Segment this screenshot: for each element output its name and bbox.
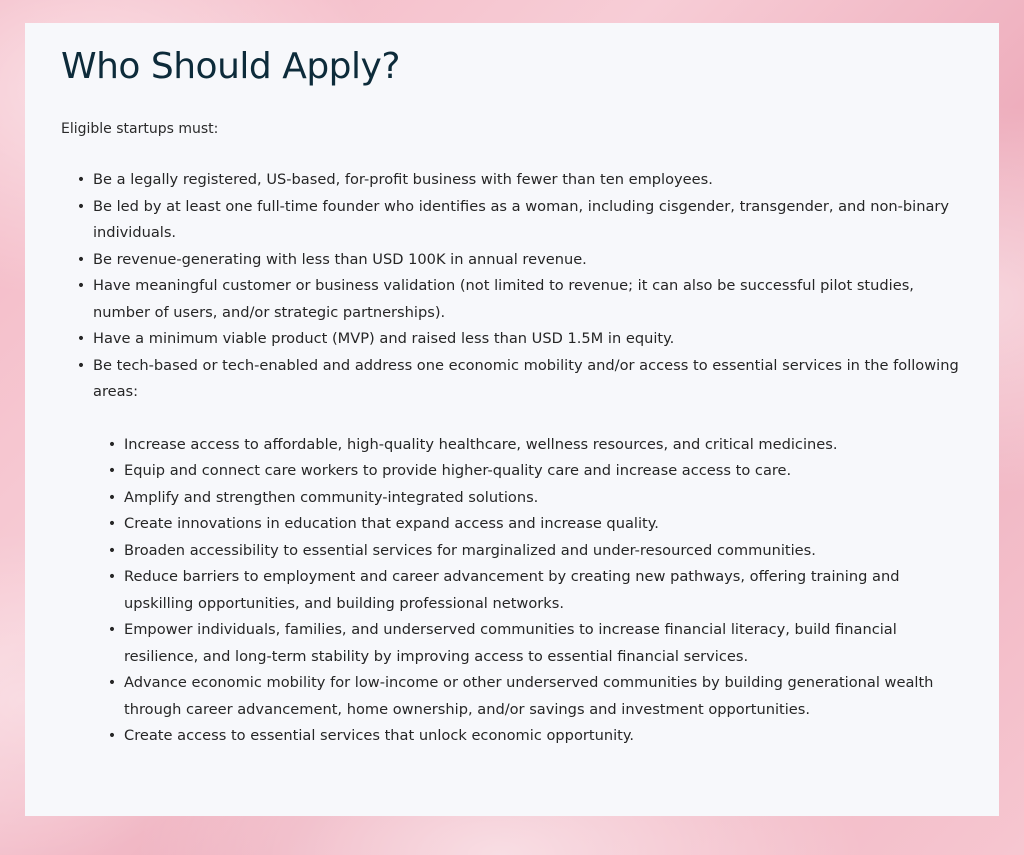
list-item <box>76 247 963 274</box>
sub-list-item-text: Broaden accessibility to essential services for marginalized and under-resourced communities. <box>124 541 816 559</box>
sub-list-item-text: Equip and connect care workers to provide higher-quality care and increase access to care. <box>124 462 792 479</box>
bullet-icon: • <box>76 331 86 347</box>
sub-list-item <box>107 458 963 485</box>
bullet-icon: • <box>107 463 117 479</box>
bullet-icon: • <box>107 489 117 506</box>
list-item <box>76 167 963 194</box>
sub-list-item <box>107 432 963 459</box>
sub-list-item-text: Amplify and strengthen community-integrated solutions. <box>124 488 539 506</box>
bullet-icon: • <box>107 728 117 744</box>
list-item <box>76 353 963 750</box>
bullet-icon: • <box>76 251 86 268</box>
focus-areas-list <box>93 432 963 750</box>
bullet-icon: • <box>107 436 117 453</box>
sub-list-item-text: Increase access to affordable, high-quality healthcare, wellness resources, and critical medicines. <box>124 435 838 453</box>
list-item-text: Be a legally registered, US-based, for-profit business with fewer than ten employees. <box>93 171 713 188</box>
list-item <box>76 194 963 247</box>
list-item <box>76 326 963 353</box>
bullet-icon: • <box>107 622 117 638</box>
eligibility-list <box>61 167 963 750</box>
intro-text: Eligible startups must: <box>61 121 219 137</box>
list-item-text: Be tech-based or tech-enabled and address one economic mobility and/or access to essential services in the following areas: <box>93 356 959 400</box>
bullet-icon: • <box>107 516 117 532</box>
sub-list-item <box>107 670 963 723</box>
sub-list-item-text: Reduce barriers to employment and career advancement by creating new pathways, offering training and upskilling opportunities, and building professional networks. <box>124 568 900 612</box>
bullet-icon: • <box>107 569 117 585</box>
bullet-icon: • <box>107 675 117 691</box>
sub-list-item-text: Empower individuals, families, and underserved communities to increase financial literacy, build financial resilience, and long-term stability by improving access to essential financial services. <box>124 621 897 665</box>
sub-list-item <box>107 617 963 670</box>
sub-list-item <box>107 538 963 565</box>
bullet-icon: • <box>76 172 86 188</box>
sub-list-item <box>107 485 963 512</box>
sub-list-item-text: Advance economic mobility for low-income or other underserved communities by building generational wealth through career advancement, home ownership, and/or savings and investment opportunities. <box>124 674 934 718</box>
list-item-text: Be led by at least one full-time founder who identifies as a woman, including cisgender, transgender, and non-binary individuals. <box>93 197 950 241</box>
list-item <box>76 273 963 326</box>
list-item-text: Have meaningful customer or business validation (not limited to revenue; it can also be successful pilot studies, number of users, and/or strategic partnerships). <box>93 277 914 321</box>
bullet-icon: • <box>76 278 86 294</box>
sub-list-item-text: Create innovations in education that expand access and increase quality. <box>124 515 659 532</box>
bullet-icon: • <box>76 198 86 215</box>
content-card <box>25 23 999 816</box>
sub-list-item-text: Create access to essential services that unlock economic opportunity. <box>124 727 635 744</box>
list-item-text: Have a minimum viable product (MVP) and raised less than USD 1.5M in equity. <box>93 330 675 347</box>
page-title: Who Should Apply? <box>61 46 400 87</box>
bullet-icon: • <box>107 542 117 559</box>
list-item-text: Be revenue-generating with less than USD 100K in annual revenue. <box>93 250 587 268</box>
sub-list-item <box>107 723 963 750</box>
sub-list-item <box>107 564 963 617</box>
bullet-icon: • <box>76 357 86 374</box>
sub-list-item <box>107 511 963 538</box>
